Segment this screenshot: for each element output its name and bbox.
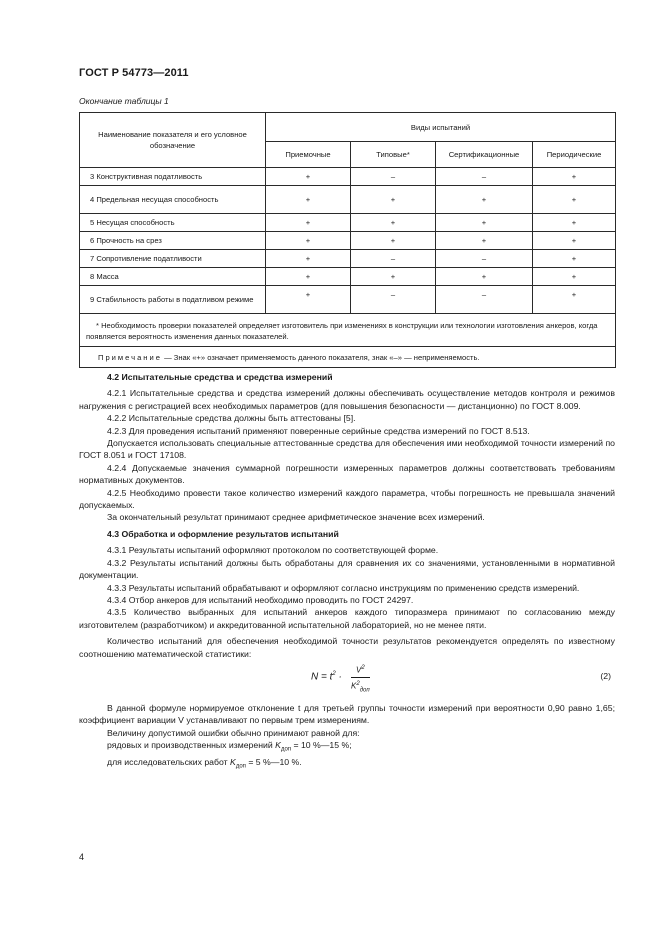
row-mark: + (266, 286, 351, 314)
row-mark: + (436, 186, 533, 214)
row-name: 4 Предельная несущая способность (80, 186, 266, 214)
row-mark: – (351, 250, 436, 268)
paragraph-after-formula-1: В данной формуле нормируемое отклонение t для третьей группы точности измерений при вероятности 0,90 равно 1,65; коэффициент вариации V устанавливают по первым трем измерениям. (79, 702, 615, 726)
row-name: 5 Несущая способность (80, 214, 266, 232)
table-row (80, 286, 616, 314)
row-name: 8 Масса (80, 268, 266, 286)
row-name: 9 Стабильность работы в податливом режиме (80, 286, 266, 314)
row-mark: + (266, 250, 351, 268)
paragraph-4-3-4: 4.3.4 Отбор анкеров для испытаний необходимо проводить по ГОСТ 24297. (107, 594, 414, 605)
table-footnote-row (80, 314, 616, 347)
tests-table (79, 112, 616, 368)
table-header-row (80, 113, 616, 142)
paragraph-4-2-5-cont: За окончательный результат принимают среднее арифметическое значение всех измерений. (107, 512, 485, 523)
paragraph-after-formula-2: Величину допустимой ошибки обычно принимают равной для: (107, 727, 360, 738)
paragraph-4-2-1: 4.2.1 Испытательные средства и средства измерений должны обеспечивать осуществление методов контроля и режимов нагружения с регистрацией всех необходимых параметров (для повышения безопасности — дистанционно) по ГОСТ 8.009. (79, 388, 615, 411)
row-mark: + (266, 186, 351, 214)
section-4-2-title: 4.2 Испытательные средства и средства измерений (107, 372, 333, 382)
note-text: — Знак «+» означает применяемость данного показателя, знак «–» — неприменяемость. (161, 353, 480, 362)
row-mark: + (533, 186, 616, 214)
header-test-types: Виды испытаний (266, 113, 616, 142)
paragraph-4-2-3-cont: Допускается использовать специальные аттестованные средства для обеспечения ими необходимой точности измерений по ГОСТ 8.051 и ГОСТ 17108. (79, 438, 615, 461)
row-mark: + (266, 168, 351, 186)
paragraph-4-3-1: 4.3.1 Результаты испытаний оформляют протоколом по соответствующей форме. (107, 545, 439, 556)
table-footnote (80, 314, 616, 347)
section-4-3-title: 4.3 Обработка и оформление результатов испытаний (107, 528, 339, 539)
row-mark: + (533, 250, 616, 268)
row-mark: + (533, 268, 616, 286)
row-mark: + (351, 268, 436, 286)
table-caption: Окончание таблицы 1 (79, 96, 169, 106)
table-row (80, 232, 616, 250)
paragraph-after-formula-4: для исследовательских работ $K_{доп} = 5$ %—10 %. (107, 757, 302, 771)
table-note (80, 347, 616, 368)
row-mark: + (533, 286, 616, 314)
row-mark: + (266, 232, 351, 250)
row-mark: – (436, 250, 533, 268)
row-mark: + (533, 214, 616, 232)
table-note-row (80, 347, 616, 368)
footnote-text: * Необходимость проверки показателей определяет изготовитель при изменениях в конструкции или технологии изготовления анкеров, когда появляется вероятность изменения данных показателей. (86, 321, 598, 341)
header-acceptance: Приемочные (266, 142, 351, 168)
row-mark: + (533, 232, 616, 250)
row-name: 7 Сопротивление податливости (80, 250, 266, 268)
row-name: 6 Прочность на срез (80, 232, 266, 250)
table-row (80, 168, 616, 186)
row-mark: + (351, 214, 436, 232)
row-mark: – (436, 286, 533, 314)
paragraph-4-3-2: 4.3.2 Результаты испытаний должны быть обработаны для сравнения их со значениями, установленными в нормативной документации. (79, 557, 615, 581)
body-text (79, 370, 615, 773)
table-row (80, 268, 616, 286)
paragraph-4-2-2: 4.2.2 Испытательные средства должны быть аттестованы [5]. (107, 413, 356, 424)
header-type: Типовые* (351, 142, 436, 168)
formula-number: (2) (600, 670, 611, 681)
formula-lhs: $N = t^2$ · (311, 670, 342, 683)
paragraph-4-2-3: 4.2.3 Для проведения испытаний применяют поверенные серийные средства измерений по ГОСТ 8.513. (107, 425, 530, 436)
header-indicator-name: Наименование показателя и его условное обозначение (80, 113, 266, 168)
formula-2 (79, 662, 615, 702)
row-name: 3 Конструктивная податливость (80, 168, 266, 186)
row-mark: + (351, 186, 436, 214)
formula-fraction (351, 662, 370, 697)
row-mark: + (266, 214, 351, 232)
table-row (80, 250, 616, 268)
paragraph-formula-intro: Количество испытаний для обеспечения необходимой точности результатов рекомендуется определять по известному соотношению математической статистики: (79, 636, 615, 659)
row-mark: + (533, 168, 616, 186)
formula-denominator: $K^2_{доп}$ (351, 681, 370, 694)
paragraph-4-3-3: 4.3.3 Результаты испытаний обрабатывают и оформляют согласно инструкциям по применению средств измерений. (107, 582, 580, 593)
document-code: ГОСТ Р 54773—2011 (79, 67, 189, 79)
row-mark: – (436, 168, 533, 186)
table-row (80, 186, 616, 214)
paragraph-4-2-5: 4.2.5 Необходимо провести такое количество измерений каждого параметра, чтобы погрешность не превышала значений допускаемых. (79, 487, 615, 511)
page-number: 4 (79, 852, 85, 862)
header-periodic: Периодические (533, 142, 616, 168)
row-mark: + (436, 268, 533, 286)
table-row (80, 214, 616, 232)
paragraph-after-formula-3: рядовых и производственных измерений $K_{доп} = 10$ %—15 %; (107, 740, 352, 753)
paragraph-4-3-5: 4.3.5 Количество выбранных для испытаний анкеров каждого типоразмера принимают по согласованию между изготовителем (разработчиком) и аккредитованной испытательной лабораторией, но не менее пяти. (79, 607, 615, 630)
paragraph-4-2-4: 4.2.4 Допускаемые значения суммарной погрешности измеренных параметров должны соответствовать требованиям нормативных документов. (79, 462, 615, 486)
row-mark: – (351, 168, 436, 186)
header-certification: Сертификационные (436, 142, 533, 168)
formula-numerator: $V^2$ (351, 662, 370, 678)
note-label: Примечание (98, 353, 162, 362)
row-mark: + (351, 232, 436, 250)
row-mark: + (266, 268, 351, 286)
row-mark: – (351, 286, 436, 314)
row-mark: + (436, 214, 533, 232)
row-mark: + (436, 232, 533, 250)
